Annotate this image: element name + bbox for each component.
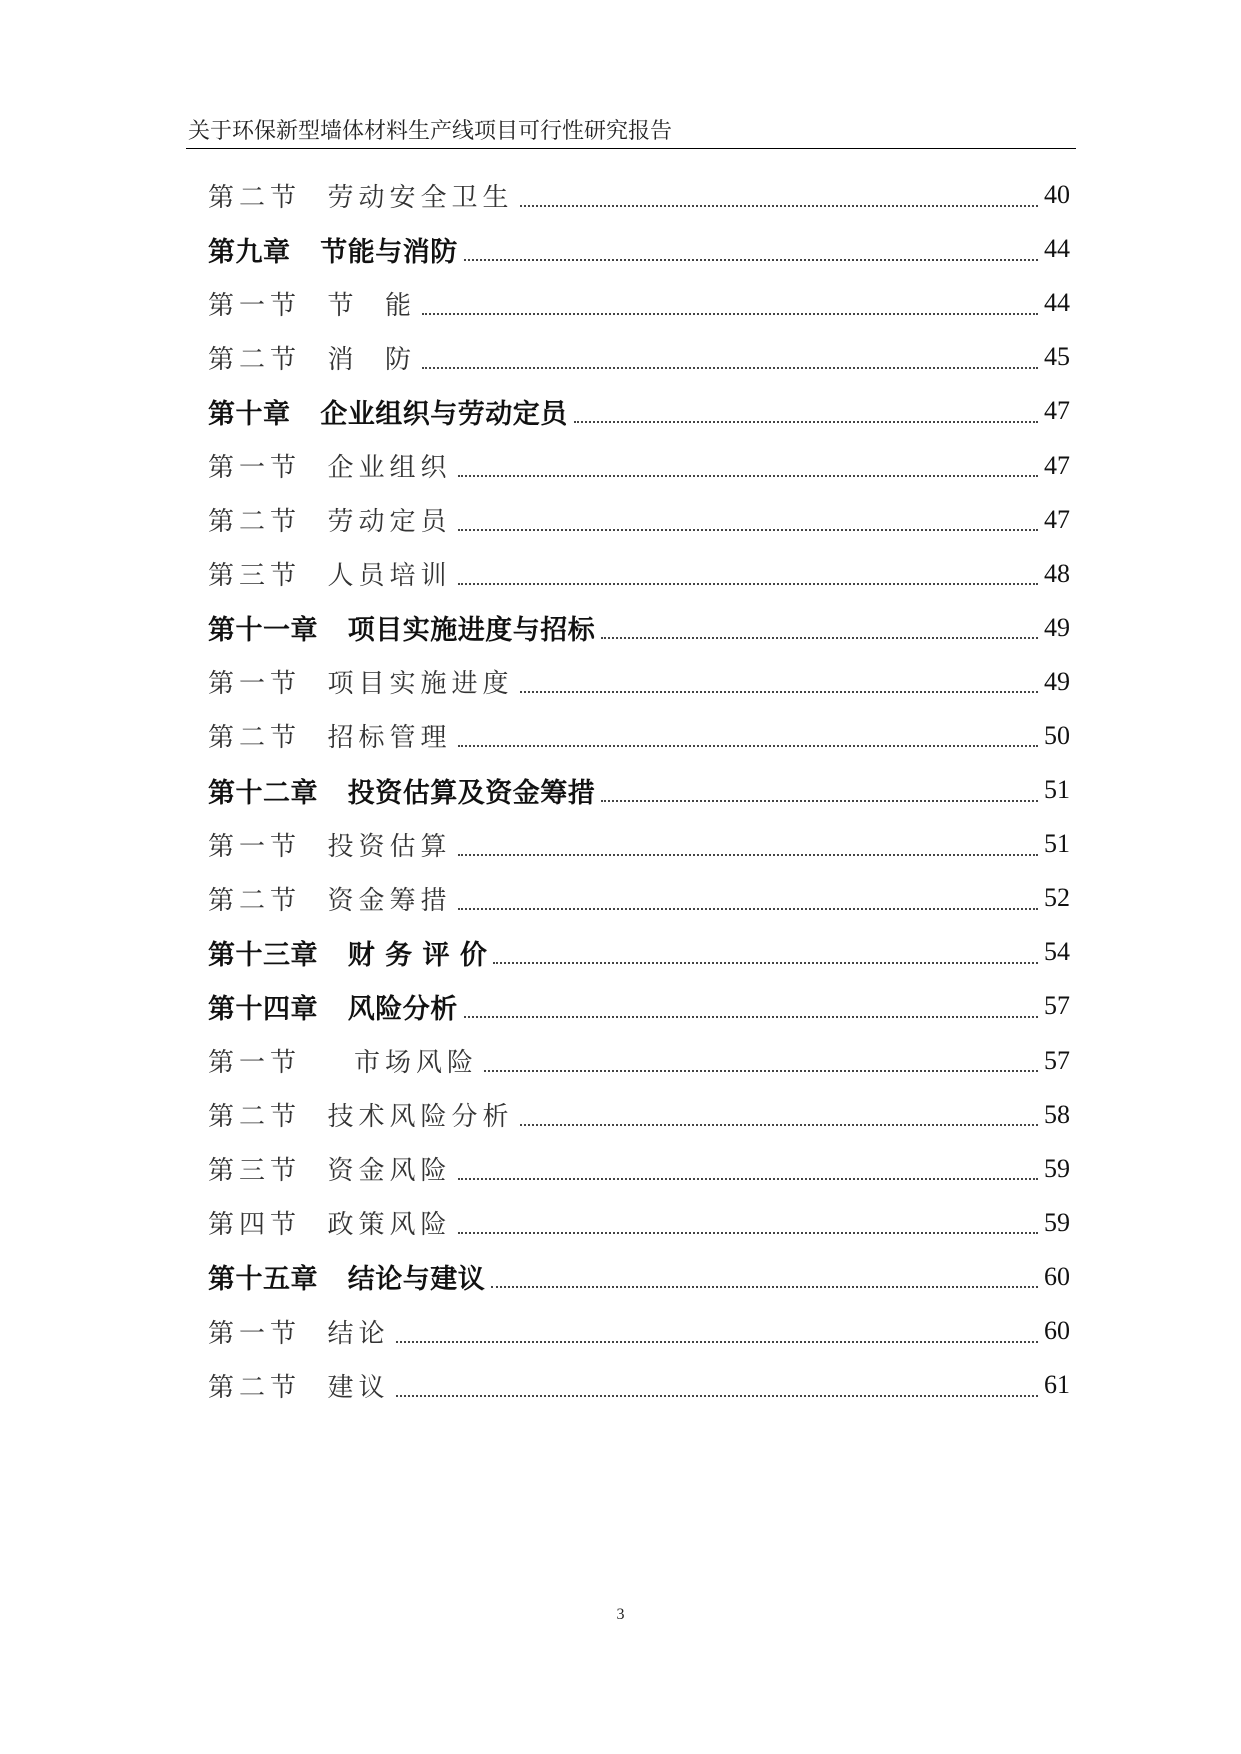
toc-entry-page: 40 bbox=[1044, 180, 1070, 210]
toc-entry-page: 47 bbox=[1044, 396, 1070, 426]
dot-leader bbox=[520, 1123, 1038, 1126]
toc-entry[interactable] bbox=[208, 709, 1070, 763]
toc-entry-label: 第二节 招标管理 bbox=[208, 723, 452, 754]
toc-entry[interactable] bbox=[208, 384, 1070, 438]
toc-entry-page: 54 bbox=[1044, 937, 1070, 967]
toc-entry-label: 第十五章 结论与建议 bbox=[208, 1264, 486, 1296]
dot-leader bbox=[601, 799, 1038, 802]
dot-leader bbox=[491, 1285, 1038, 1288]
toc-entry-page: 59 bbox=[1044, 1207, 1070, 1237]
toc-entry-page: 49 bbox=[1044, 666, 1070, 696]
toc-entry[interactable] bbox=[208, 1196, 1070, 1250]
page-number: 3 bbox=[616, 1606, 625, 1623]
dot-leader bbox=[458, 474, 1038, 477]
dot-leader bbox=[520, 690, 1038, 693]
toc-entry-page: 58 bbox=[1044, 1099, 1070, 1129]
toc-entry-label: 第二节 资金筹措 bbox=[208, 885, 452, 916]
toc-entry[interactable] bbox=[208, 871, 1070, 925]
toc-entry[interactable] bbox=[208, 817, 1070, 871]
toc-entry[interactable] bbox=[208, 547, 1070, 601]
toc-entry-label: 第二节 劳动定员 bbox=[208, 507, 452, 538]
toc-entry-label: 第一节 项目实施进度 bbox=[208, 669, 514, 700]
toc-entry-label: 第一节 结论 bbox=[208, 1318, 390, 1349]
toc-entry-page: 44 bbox=[1044, 234, 1070, 264]
toc-entry[interactable] bbox=[208, 1142, 1070, 1196]
toc-entry[interactable] bbox=[208, 1088, 1070, 1142]
toc-entry-page: 45 bbox=[1044, 342, 1070, 372]
toc-entry[interactable] bbox=[208, 979, 1070, 1033]
dot-leader bbox=[484, 1069, 1038, 1072]
toc-entry[interactable] bbox=[208, 493, 1070, 547]
toc-entry-page: 48 bbox=[1044, 558, 1070, 588]
table-of-contents bbox=[208, 168, 1070, 1412]
dot-leader bbox=[520, 204, 1038, 207]
toc-entry[interactable] bbox=[208, 1304, 1070, 1358]
toc-entry[interactable] bbox=[208, 601, 1070, 655]
toc-entry-label: 第二节 劳动安全卫生 bbox=[208, 182, 514, 213]
dot-leader bbox=[458, 582, 1038, 585]
toc-entry[interactable] bbox=[208, 438, 1070, 492]
dot-leader bbox=[396, 1394, 1038, 1397]
toc-entry-page: 60 bbox=[1044, 1316, 1070, 1346]
toc-entry[interactable] bbox=[208, 1034, 1070, 1088]
toc-entry-page: 47 bbox=[1044, 450, 1070, 480]
toc-entry-label: 第一节 企业组织 bbox=[208, 453, 452, 484]
toc-entry-page: 50 bbox=[1044, 720, 1070, 750]
dot-leader bbox=[601, 636, 1038, 639]
toc-entry-label: 第二节 技术风险分析 bbox=[208, 1102, 514, 1133]
toc-entry-label: 第三节 资金风险 bbox=[208, 1156, 452, 1187]
dot-leader bbox=[464, 1015, 1038, 1018]
dot-leader bbox=[422, 366, 1038, 369]
toc-entry-label: 第二节 消 防 bbox=[208, 344, 417, 375]
toc-entry[interactable] bbox=[208, 763, 1070, 817]
toc-entry[interactable] bbox=[208, 1358, 1070, 1412]
toc-entry-page: 52 bbox=[1044, 883, 1070, 913]
toc-entry-label: 第二节 建议 bbox=[208, 1372, 390, 1403]
toc-entry-label: 第一节 市场风险 bbox=[208, 1048, 479, 1079]
toc-entry[interactable] bbox=[208, 276, 1070, 330]
dot-leader bbox=[396, 1340, 1038, 1343]
dot-leader bbox=[458, 1177, 1038, 1180]
dot-leader bbox=[458, 744, 1038, 747]
toc-entry-page: 57 bbox=[1044, 991, 1070, 1021]
toc-entry-label: 第十四章 风险分析 bbox=[208, 993, 458, 1025]
toc-entry-label: 第十二章 投资估算及资金筹措 bbox=[208, 777, 596, 809]
dot-leader bbox=[464, 258, 1038, 261]
toc-entry[interactable] bbox=[208, 222, 1070, 276]
dot-leader bbox=[493, 961, 1038, 964]
dot-leader bbox=[422, 312, 1038, 315]
dot-leader bbox=[458, 907, 1038, 910]
toc-entry-page: 47 bbox=[1044, 504, 1070, 534]
toc-entry-page: 57 bbox=[1044, 1045, 1070, 1075]
toc-entry-label: 第四节 政策风险 bbox=[208, 1210, 452, 1241]
toc-entry[interactable] bbox=[208, 330, 1070, 384]
running-header: 关于环保新型墙体材料生产线项目可行性研究报告 bbox=[188, 119, 673, 144]
toc-entry-page: 49 bbox=[1044, 612, 1070, 642]
toc-entry-label: 第三节 人员培训 bbox=[208, 561, 452, 592]
header-rule bbox=[186, 148, 1076, 149]
dot-leader bbox=[458, 853, 1038, 856]
toc-entry[interactable] bbox=[208, 1250, 1070, 1304]
toc-entry-label: 第一节 投资估算 bbox=[208, 831, 452, 862]
toc-entry-page: 51 bbox=[1044, 775, 1070, 805]
toc-entry-label: 第一节 节 能 bbox=[208, 290, 417, 321]
dot-leader bbox=[458, 528, 1038, 531]
dot-leader bbox=[458, 1231, 1038, 1234]
dot-leader bbox=[574, 420, 1038, 423]
toc-entry-page: 59 bbox=[1044, 1153, 1070, 1183]
toc-entry-label: 第十一章 项目实施进度与招标 bbox=[208, 615, 596, 647]
toc-entry-label: 第九章 节能与消防 bbox=[208, 236, 458, 268]
toc-entry-page: 60 bbox=[1044, 1261, 1070, 1291]
toc-entry[interactable] bbox=[208, 925, 1070, 979]
toc-entry[interactable] bbox=[208, 655, 1070, 709]
toc-entry-label: 第十章 企业组织与劳动定员 bbox=[208, 398, 568, 430]
toc-entry-label: 第十三章 财 务 评 价 bbox=[208, 939, 488, 971]
toc-entry-page: 61 bbox=[1044, 1370, 1070, 1400]
toc-entry-page: 51 bbox=[1044, 829, 1070, 859]
toc-entry-page: 44 bbox=[1044, 288, 1070, 318]
toc-entry[interactable] bbox=[208, 168, 1070, 222]
